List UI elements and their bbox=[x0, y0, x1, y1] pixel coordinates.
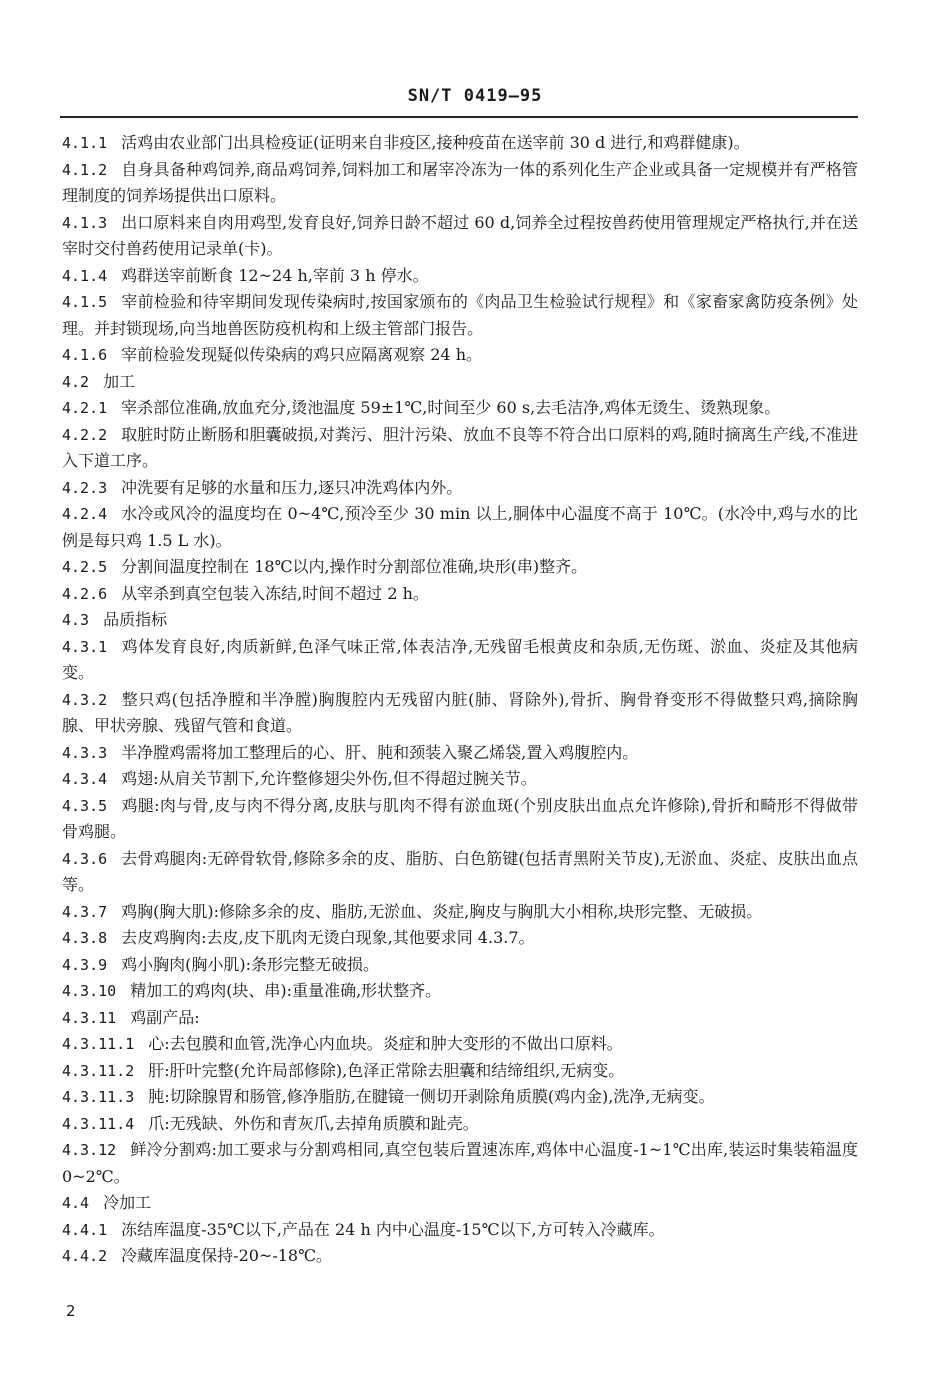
clause-number: 4.3.5 bbox=[62, 796, 108, 815]
clause-text: 去皮鸡胸肉:去皮,皮下肌肉无烫白现象,其他要求同 4.3.7。 bbox=[121, 928, 535, 947]
page-number: 2 bbox=[66, 1302, 76, 1320]
clause-paragraph bbox=[62, 1005, 858, 1032]
clause-paragraph bbox=[62, 740, 858, 767]
document-body bbox=[62, 130, 858, 1270]
clause-paragraph bbox=[62, 1190, 858, 1217]
clause-number: 4.3.1 bbox=[62, 637, 108, 656]
clause-text: 肝:肝叶完整(允许局部修除),色泽正常除去胆囊和结缔组织,无病变。 bbox=[148, 1060, 625, 1080]
clause-number: 4.2 bbox=[62, 372, 90, 391]
clause-text: 精加工的鸡肉(块、串):重量准确,形状整齐。 bbox=[130, 981, 442, 1000]
clause-number: 4.3.3 bbox=[62, 743, 108, 762]
clause-paragraph bbox=[62, 395, 858, 422]
clause-paragraph bbox=[62, 846, 858, 899]
clause-text: 冷藏库温度保持-20~-18℃。 bbox=[121, 1246, 332, 1265]
header-rule bbox=[60, 116, 858, 118]
clause-text: 肫:切除腺胃和肠管,修净脂肪,在腱镜一侧切开剥除角质膜(鸡内金),洗净,无病变。 bbox=[148, 1087, 715, 1106]
clause-number: 4.3.11.4 bbox=[62, 1114, 135, 1133]
clause-text: 活鸡由农业部门出具检疫证(证明来自非疫区,接种疫苗在送宰前 30 d 进行,和鸡群健康)。 bbox=[121, 133, 750, 152]
clause-paragraph bbox=[62, 501, 858, 554]
clause-text: 半净膛鸡需将加工整理后的心、肝、肫和颈装入聚乙烯袋,置入鸡腹腔内。 bbox=[121, 742, 639, 762]
clause-number: 4.2.2 bbox=[62, 425, 108, 444]
clause-number: 4.2.4 bbox=[62, 505, 108, 523]
clause-number: 4.3.8 bbox=[62, 929, 108, 947]
clause-paragraph bbox=[62, 607, 858, 634]
clause-text: 宰前检验和待宰期间发现传染病时,按国家颁布的《肉品卫生检验试行规程》和《家畜家禽防疫条例》处理。并封锁现场,向当地兽医防疫机构和上级主管部门报告。 bbox=[62, 292, 858, 338]
clause-text: 冻结库温度-35℃以下,产品在 24 h 内中心温度-15℃以下,方可转入冷藏库。 bbox=[121, 1219, 665, 1239]
clause-number: 4.1.6 bbox=[62, 346, 108, 364]
clause-text: 鸡腿:肉与骨,皮与肉不得分离,皮肤与肌肉不得有淤血斑(个别皮肤出血点允许修除),骨折和畸形不得做带骨鸡腿。 bbox=[62, 795, 858, 841]
clause-text: 鸡翅:从肩关节割下,允许整修翅尖外伤,但不得超过腕关节。 bbox=[121, 769, 537, 788]
clause-number: 4.3.10 bbox=[62, 982, 117, 1000]
clause-number: 4.3.6 bbox=[62, 849, 108, 868]
clause-paragraph bbox=[62, 422, 858, 475]
clause-paragraph bbox=[62, 263, 858, 290]
clause-text: 宰杀部位准确,放血充分,烫池温度 59±1℃,时间至少 60 s,去毛洁净,鸡体无烫生、烫熟现象。 bbox=[121, 398, 781, 417]
clause-text: 鸡小胸肉(胸小肌):条形完整无破损。 bbox=[121, 954, 380, 974]
clause-number: 4.3.12 bbox=[62, 1141, 117, 1159]
clause-number: 4.1.5 bbox=[62, 293, 108, 311]
clause-paragraph bbox=[62, 130, 858, 157]
clause-paragraph bbox=[62, 1058, 858, 1085]
clause-paragraph bbox=[62, 634, 858, 687]
clause-number: 4.4.1 bbox=[62, 1220, 108, 1239]
clause-paragraph bbox=[62, 952, 858, 979]
clause-text: 分割间温度控制在 18℃以内,操作时分割部位准确,块形(串)整齐。 bbox=[121, 557, 588, 576]
clause-paragraph bbox=[62, 157, 858, 210]
clause-paragraph bbox=[62, 899, 858, 926]
clause-text: 鲜冷分割鸡:加工要求与分割鸡相同,真空包装后置速冻库,鸡体中心温度-1~1℃出库,装运时集装箱温度0~2℃。 bbox=[62, 1140, 858, 1186]
clause-number: 4.3.2 bbox=[62, 690, 108, 709]
clause-paragraph bbox=[62, 342, 858, 369]
clause-text: 从宰杀到真空包装入冻结,时间不超过 2 h。 bbox=[121, 583, 429, 603]
clause-paragraph bbox=[62, 978, 858, 1005]
clause-text: 心:去包膜和血管,洗净心内血块。炎症和肿大变形的不做出口原料。 bbox=[148, 1034, 623, 1053]
clause-text: 去骨鸡腿肉:无碎骨软骨,修除多余的皮、脂肪、白色筋键(包括青黑附关节皮),无淤血、炎症、皮肤出血点等。 bbox=[62, 848, 858, 894]
clause-text: 冷加工 bbox=[103, 1193, 152, 1212]
clause-paragraph bbox=[62, 289, 858, 342]
clause-paragraph bbox=[62, 210, 858, 263]
clause-number: 4.3 bbox=[62, 611, 90, 629]
clause-paragraph bbox=[62, 925, 858, 952]
clause-paragraph bbox=[62, 687, 858, 740]
document-code-header: SN/T 0419—95 bbox=[407, 86, 543, 106]
clause-text: 品质指标 bbox=[103, 610, 168, 629]
clause-number: 4.4.2 bbox=[62, 1247, 108, 1265]
clause-number: 4.2.1 bbox=[62, 399, 108, 417]
clause-number: 4.2.3 bbox=[62, 478, 108, 497]
clause-number: 4.3.9 bbox=[62, 955, 108, 974]
clause-paragraph bbox=[62, 581, 858, 608]
clause-paragraph bbox=[62, 1111, 858, 1138]
clause-number: 4.1.1 bbox=[62, 134, 108, 152]
clause-text: 鸡群送宰前断食 12~24 h,宰前 3 h 停水。 bbox=[121, 265, 429, 285]
clause-paragraph bbox=[62, 554, 858, 581]
clause-paragraph bbox=[62, 475, 858, 502]
clause-paragraph bbox=[62, 793, 858, 846]
clause-paragraph bbox=[62, 1243, 858, 1270]
clause-text: 自身具备种鸡饲养,商品鸡饲养,饲料加工和屠宰冷冻为一体的系列化生产企业或具备一定规模并有严格管理制度的饲养场提供出口原料。 bbox=[62, 159, 858, 205]
clause-number: 4.3.11.1 bbox=[62, 1035, 135, 1053]
clause-text: 冲洗要有足够的水量和压力,逐只冲洗鸡体内外。 bbox=[121, 477, 463, 497]
clause-text: 鸡副产品: bbox=[130, 1007, 200, 1027]
clause-paragraph bbox=[62, 1217, 858, 1244]
clause-number: 4.3.4 bbox=[62, 770, 108, 788]
clause-number: 4.1.3 bbox=[62, 213, 108, 232]
clause-text: 水冷或风冷的温度均在 0~4℃,预冷至少 30 min 以上,胴体中心温度不高于 10℃。(水冷中,鸡与水的比例是每只鸡 1.5 L 水)。 bbox=[62, 504, 858, 550]
clause-paragraph bbox=[62, 1137, 858, 1190]
clause-paragraph bbox=[62, 1084, 858, 1111]
clause-number: 4.4 bbox=[62, 1194, 90, 1212]
clause-text: 宰前检验发现疑似传染病的鸡只应隔离观察 24 h。 bbox=[121, 345, 482, 364]
clause-paragraph bbox=[62, 766, 858, 793]
clause-number: 4.3.7 bbox=[62, 902, 108, 921]
clause-number: 4.2.5 bbox=[62, 558, 108, 576]
clause-number: 4.1.2 bbox=[62, 160, 108, 179]
clause-number: 4.1.4 bbox=[62, 266, 108, 285]
clause-text: 取脏时防止断肠和胆囊破损,对粪污、胆汁污染、放血不良等不符合出口原料的鸡,随时摘离生产线,不准进入下道工序。 bbox=[62, 424, 858, 470]
clause-text: 整只鸡(包括净膛和半净膛)胸腹腔内无残留内脏(肺、肾除外),骨折、胸骨脊变形不得做整只鸡,摘除胸腺、甲状旁腺、残留气管和食道。 bbox=[62, 689, 858, 735]
clause-text: 鸡体发育良好,肉质新鲜,色泽气味正常,体表洁净,无残留毛根黄皮和杂质,无伤斑、淤血、炎症及其他病变。 bbox=[62, 636, 858, 682]
clause-text: 爪:无残缺、外伤和青灰爪,去掉角质膜和趾壳。 bbox=[148, 1113, 479, 1133]
clause-paragraph bbox=[62, 369, 858, 396]
clause-paragraph bbox=[62, 1031, 858, 1058]
clause-number: 4.3.11.2 bbox=[62, 1061, 135, 1080]
clause-text: 鸡胸(胸大肌):修除多余的皮、脂肪,无淤血、炎症,胸皮与胸肌大小相称,块形完整、无破损。 bbox=[121, 901, 763, 921]
clause-text: 出口原料来自肉用鸡型,发育良好,饲养日龄不超过 60 d,饲养全过程按兽药使用管理规定严格执行,并在送宰时交付兽药使用记录单(卡)。 bbox=[62, 212, 858, 258]
clause-number: 4.3.11 bbox=[62, 1008, 117, 1027]
clause-number: 4.3.11.3 bbox=[62, 1088, 135, 1106]
clause-text: 加工 bbox=[103, 371, 136, 391]
clause-number: 4.2.6 bbox=[62, 584, 108, 603]
